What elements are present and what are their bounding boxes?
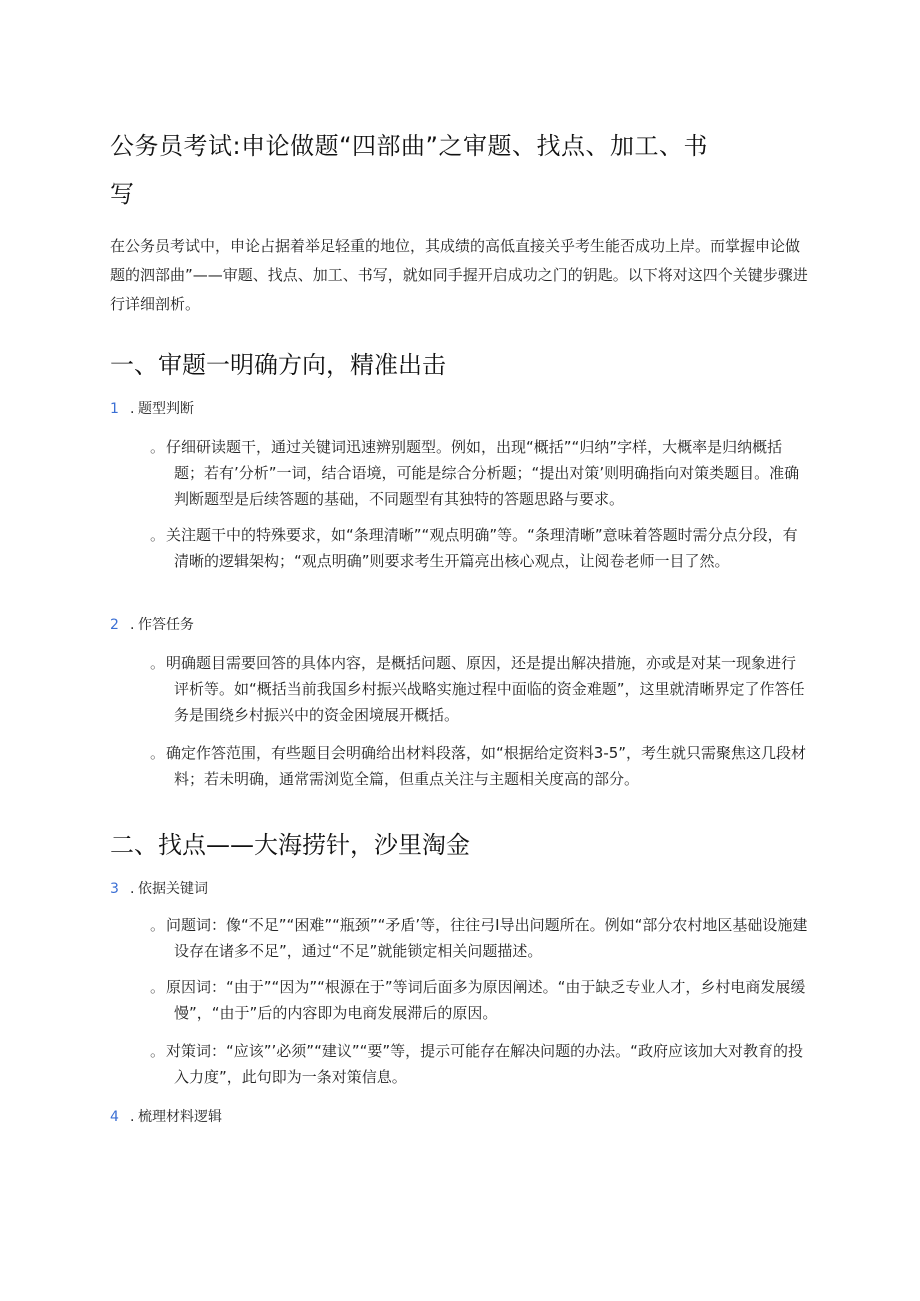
item-number: 2	[110, 617, 119, 633]
bullet-paragraph: 。问题词：像“不足”“困难”“瓶颈”“矛盾’等，往往弓I导出问题所在。例如“部分农村地区基础设施建设存在诸多不足”，通过“不足”就能锁定相关问题描述。	[150, 916, 808, 960]
item-number: 3	[110, 881, 119, 897]
section-heading-1: 一、审题一明确方向，精准出击	[110, 351, 446, 379]
numbered-item-4: 4 . 梳理材料逻辑	[110, 1106, 222, 1128]
bullet-paragraph: 。明确题目需要回答的具体内容，是概括问题、原因，还是提出解决措施，亦或是对某一现象进行评析等。如“概括当前我国乡村振兴战略实施过程中面临的资金难题”，这里就清晰界定了作答任务是围绕乡村振兴中的资金困境展开概括。	[150, 654, 805, 724]
intro-paragraph: 在公务员考试中，申论占据着举足轻重的地位，其成绩的高低直接关乎考生能否成功上岸。而掌握申论做题的泗部曲”——审题、找点、加工、书写，就如同手握开启成功之门的钥匙。以下将对这四个关键步骤进行详细剖析。	[110, 237, 808, 313]
bullet-paragraph: 。确定作答范围，有些题目会明确给出材料段落，如“根据给定资料3-5”，考生就只需聚焦这几段材料；若未明确，通常需浏览全篇，但重点关注与主题相关度高的部分。	[150, 744, 807, 788]
item-label: 题型判断	[138, 401, 194, 417]
bullet-paragraph: 。原因词：“由于”“因为”“根源在于”等词后面多为原因阐述。“由于缺乏专业人才，乡村电商发展缓慢”，“由于”后的内容即为电商发展滞后的原因。	[150, 978, 806, 1022]
item-label: 作答任务	[138, 617, 194, 633]
bullet-paragraph: 。对策词：“应该”’必须”“建议”“要”等，提示可能存在解决问题的办法。“政府应该加大对教育的投入力度”，此句即为一条对策信息。	[150, 1042, 803, 1086]
item-number: 1	[110, 401, 119, 417]
item-label: 依据关键词	[138, 881, 208, 897]
item-label: 梳理材料逻辑	[138, 1109, 222, 1125]
numbered-item-2: 2 . 作答任务	[110, 614, 194, 636]
bullet-paragraph: 。仔细研读题干，通过关键词迅速辨别题型。例如，出现“概括”“归纳”字样，大概率是归纳概括题；若有’分析”一词，结合语境，可能是综合分析题；“提出对策’则明确指向对策类题目。准确判断题型是后续答题的基础，不同题型有其独特的答题思路与要求。	[150, 438, 800, 508]
numbered-item-1: 1 . 题型判断	[110, 398, 194, 420]
numbered-item-3: 3 . 依据关键词	[110, 878, 208, 900]
item-number: 4	[110, 1109, 119, 1125]
bullet-paragraph: 。关注题干中的特殊要求，如“条理清晰”“观点明确”等。“条理清晰”意味着答题时需分点分段，有清晰的逻辑架构；“观点明确”则要求考生开篇亮出核心观点，让阅卷老师一目了然。	[150, 526, 798, 570]
section-heading-2: 二、找点——大海捞针，沙里淘金	[110, 831, 470, 859]
page-title: 公务员考试:申论做题“四部曲”之审题、找点、加工、书写	[110, 132, 708, 208]
